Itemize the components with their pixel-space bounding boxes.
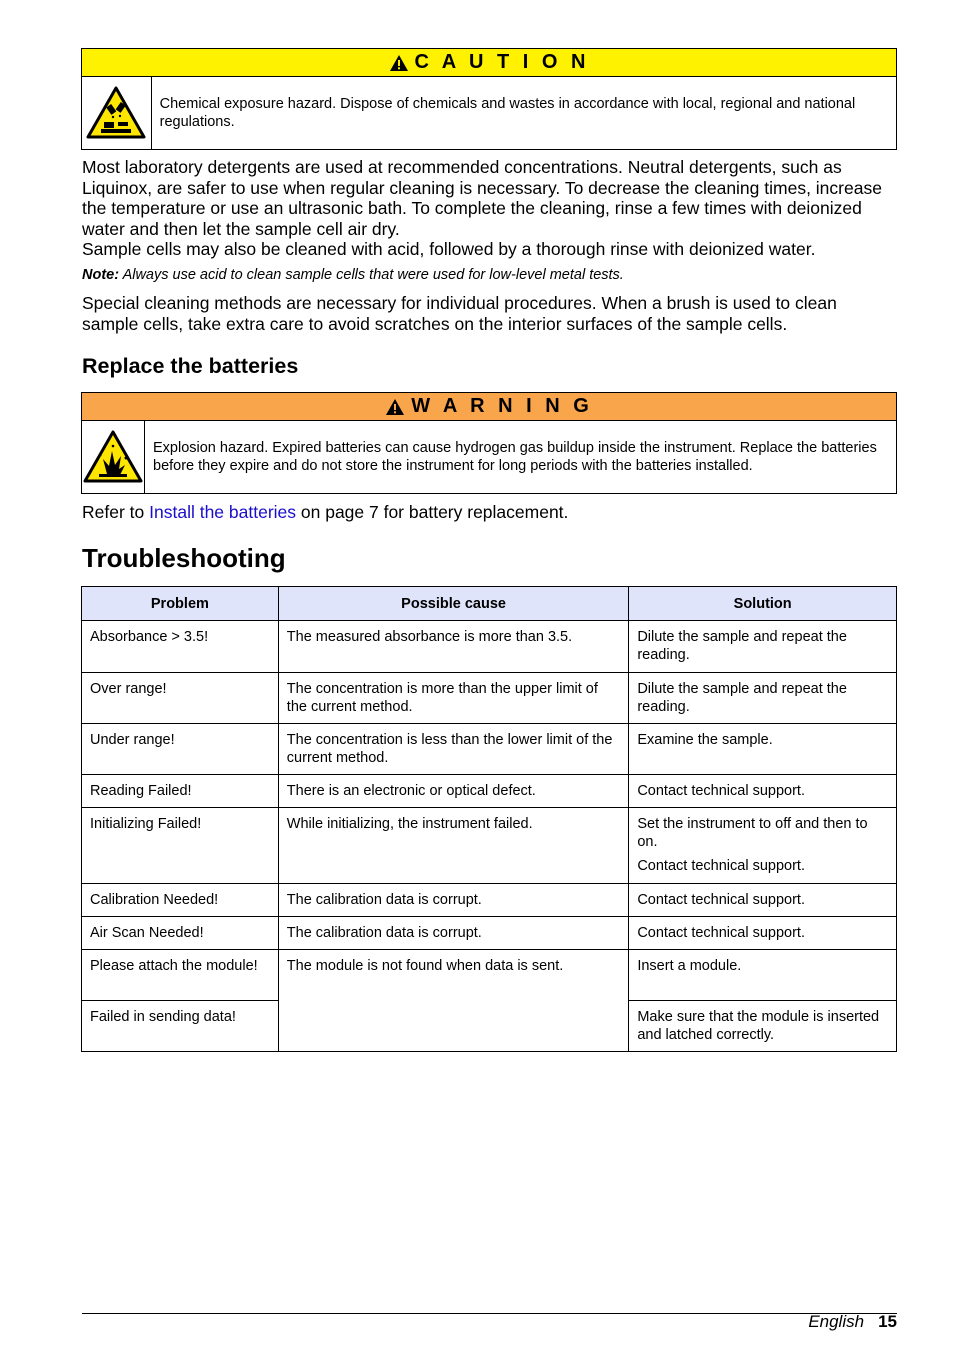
table-row [82,884,897,917]
warning-triangle-icon [385,398,405,416]
caution-box [81,48,897,150]
battery-refer-text [82,502,897,523]
solution-line: Set the instrument to off and then to on. [637,816,868,850]
solution-cell: Examine the sample. [629,724,897,775]
page-footer [808,1312,897,1332]
caution-label: C A U T I O N [414,51,590,73]
problem-cell: Air Scan Needed! [82,917,279,950]
table-row [82,621,897,673]
cause-cell: The concentration is more than the upper limit of the current method. [278,673,629,724]
cause-cell: The concentration is less than the lower limit of the current method. [278,724,629,775]
table-row [82,724,897,775]
table-row [82,775,897,808]
solution-cell: Insert a module. [629,950,897,1001]
problem-cell: Initializing Failed! [82,808,279,884]
solution-cell: Make sure that the module is inserted and latched correctly. [629,1001,897,1052]
warning-text: Explosion hazard. Expired batteries can cause hydrogen gas buildup inside the instrument. Replace the batteries before they expire and do not store the instrument for long periods with the batteries installed. [153,439,877,474]
explosion-hazard-icon [82,421,145,493]
table-row [82,917,897,950]
solution-cell: Contact technical support. [629,884,897,917]
warning-triangle-icon [389,54,409,72]
solution-line: Contact technical support. [637,858,805,874]
note-text: Always use acid to clean sample cells that were used for low-level metal tests. [122,267,624,283]
column-header-problem: Problem [82,587,279,621]
cleaning-note [82,267,624,283]
warning-box [81,392,897,494]
cause-cell: The calibration data is corrupt. [278,884,629,917]
batteries-heading: Replace the batteries [82,354,299,378]
warning-label: W A R N I N G [411,395,593,417]
caution-text: Chemical exposure hazard. Dispose of chemicals and wastes in accordance with local, regional and national regulations. [159,95,856,130]
install-batteries-link[interactable]: Install the batteries [149,502,297,522]
solution-cell [629,808,897,884]
problem-cell: Absorbance > 3.5! [82,621,279,673]
cause-cell: There is an electronic or optical defect. [278,775,629,808]
problem-cell: Please attach the module! [82,950,279,1001]
solution-cell: Contact technical support. [629,775,897,808]
problem-cell: Under range! [82,724,279,775]
cause-cell: The measured absorbance is more than 3.5. [278,621,629,673]
problem-cell: Calibration Needed! [82,884,279,917]
problem-cell: Failed in sending data! [82,1001,279,1052]
note-label: Note: [82,267,120,283]
warning-header [82,393,896,421]
cleaning-paragraph-1: Most laboratory detergents are used at recommended concentrations. Neutral detergents, such as Liquinox, are safer to use when regular cleaning is necessary. To decrease the cleaning times, increase the temperature or use an ultrasonic bath. To complete the cleaning, rinse a few times with deionized water and then let the sample cell air dry. [82,157,882,239]
column-header-solution: Solution [629,587,897,621]
table-row [82,673,897,724]
solution-cell: Contact technical support. [629,917,897,950]
solution-cell: Dilute the sample and repeat the reading. [629,621,897,673]
table-header-row [82,587,897,621]
table-row [82,808,897,884]
refer-suffix: on page 7 for battery replacement. [296,502,569,522]
footer-language: English [808,1312,865,1331]
problem-cell: Over range! [82,673,279,724]
column-header-cause: Possible cause [278,587,629,621]
troubleshooting-heading: Troubleshooting [82,543,286,573]
problem-cell: Reading Failed! [82,775,279,808]
cause-cell: The module is not found when data is sent. [278,950,629,1052]
cleaning-paragraph-3: Special cleaning methods are necessary for individual procedures. When a brush is used to clean sample cells, take extra care to avoid scratches on the interior surfaces of the sample cells. [82,293,837,334]
caution-header [82,49,896,77]
corrosive-hazard-icon [82,77,152,149]
page-number: 15 [878,1312,897,1331]
cleaning-paragraph-2: Sample cells may also be cleaned with acid, followed by a thorough rinse with deionized water. [82,239,816,259]
cause-cell: While initializing, the instrument failed. [278,808,629,884]
refer-prefix: Refer to [82,502,150,522]
table-row [82,950,897,1001]
footer-divider [82,1313,897,1314]
cause-cell: The calibration data is corrupt. [278,917,629,950]
troubleshooting-table [81,586,897,1052]
solution-cell: Dilute the sample and repeat the reading. [629,673,897,724]
